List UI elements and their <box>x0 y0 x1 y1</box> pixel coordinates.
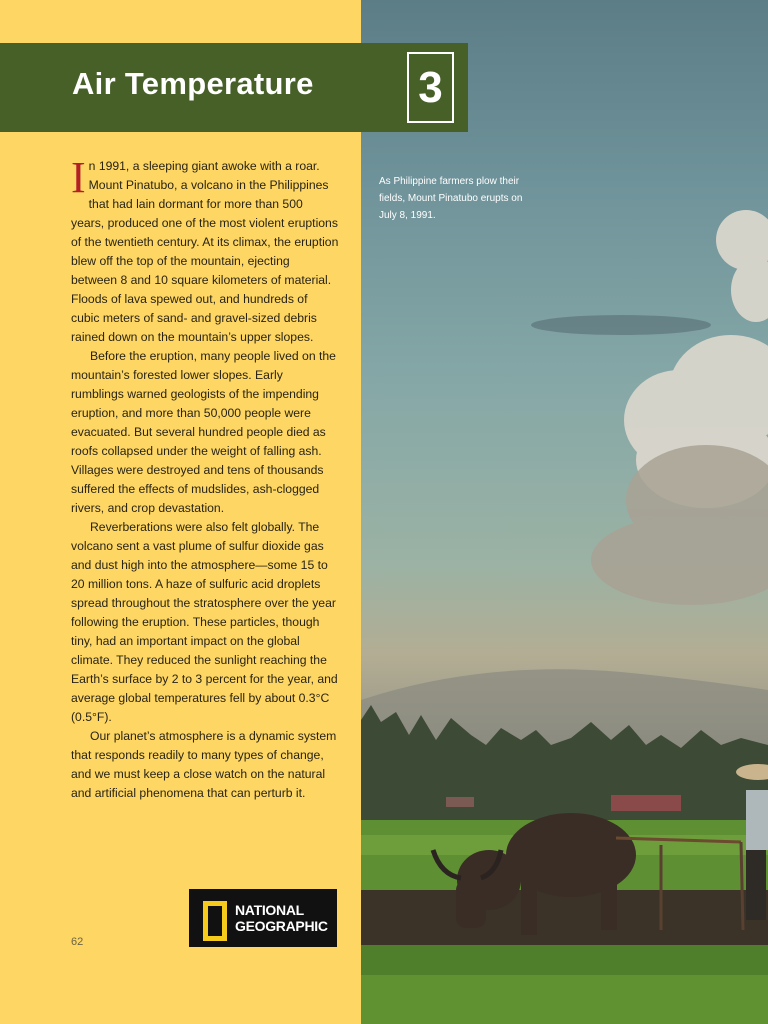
national-geographic-logo <box>189 889 337 947</box>
drop-cap: I <box>71 153 86 202</box>
paragraph-1-text: n 1991, a sleeping giant awoke with a roar. Mount Pinatubo, a volcano in the Philippines that had lain dormant for more than 500 years, produced one of the most violent eruptions of the twentieth century. At its climax, the eruption blew off the top of the mountain, ejecting between 8 and 10 square kilometers of material. Floods of lava spewed out, and hundreds of cubic meters of sand- and gravel-sized debris rained down on the mountain’s upper slopes. <box>71 159 339 344</box>
photo-pinatubo-eruption <box>361 0 768 1024</box>
photo-caption: As Philippine farmers plow their fields, Mount Pinatubo erupts on July 8, 1991. <box>379 176 523 221</box>
paragraph-1 <box>71 153 339 347</box>
logo-line-2: GEOGRAPHIC <box>235 918 328 934</box>
logo-line-1: NATIONAL <box>235 902 304 918</box>
photo-illustration <box>361 0 768 1024</box>
chapter-title: Air Temperature <box>72 66 314 101</box>
body-text <box>71 153 339 803</box>
logo-wordmark <box>235 902 328 934</box>
paragraph-4: Our planet’s atmosphere is a dynamic system that responds readily to many types of change, and we must keep a close watch on the natural and artificial phenomena that can perturb it. <box>71 729 337 800</box>
paragraph-2: Before the eruption, many people lived on the mountain’s forested lower slopes. Early rumblings warned geologists of the impending eruption, and more than 50,000 people were evacuated. But several hundred people died as roofs collapsed under the weight of falling ash. Villages were destroyed and tens of thousands suffered the effects of mudslides, ash-clogged rivers, and crop devastation. <box>71 349 336 515</box>
paragraph-3: Reverberations were also felt globally. The volcano sent a vast plume of sulfur dioxide gas and dust high into the atmosphere—some 15 to 20 million tons. A haze of sulfuric acid droplets spread throughout the stratosphere over the year following the eruption. These particles, though tiny, had an important impact on the global climate. They reduced the sunlight reaching the Earth’s surface by 2 to 3 percent for the year, and average global temperatures fell by about 0.3°C (0.5°F). <box>71 520 338 724</box>
chapter-number: 3 <box>418 62 443 112</box>
chapter-number-box <box>407 52 454 123</box>
yellow-frame-icon <box>203 901 227 941</box>
page-number: 62 <box>71 936 84 948</box>
